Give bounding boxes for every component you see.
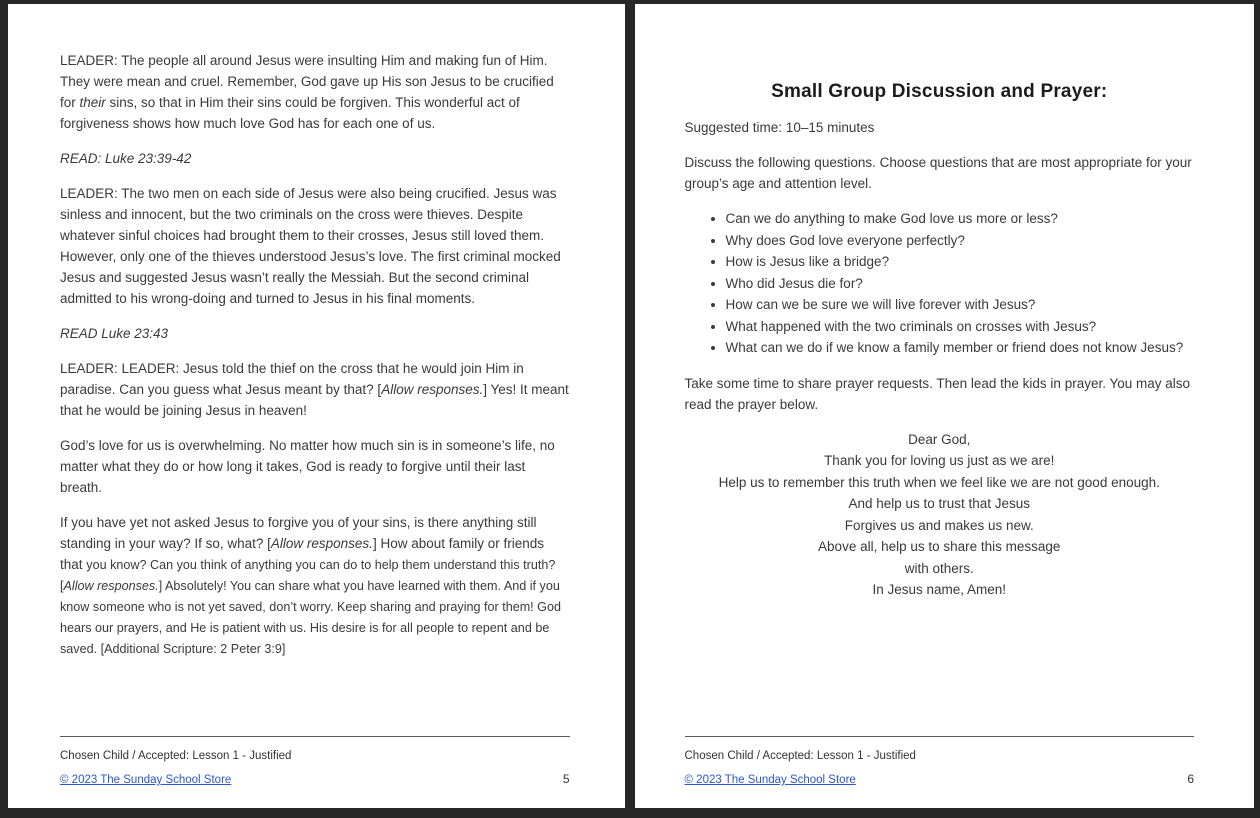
lesson-paragraph-4: God’s love for us is overwhelming. No matter how much sin is in someone’s life, no matter what they do or how long it takes, God is ready to forgive until their last breath.: [60, 438, 555, 495]
read-instruction-2: READ Luke 23:43: [60, 326, 169, 341]
document-page-5: [8, 4, 625, 808]
page-footer-right: [685, 736, 1195, 808]
footer-row: [60, 772, 570, 788]
paragraph-5-rest: you know? Can you think of anything you can do to help them understand this truth? [Allow responses.] Absolutely! You can share what you have learned with them. And if you know someone who is not yet saved, don’t worry. Keep sharing and praying for them! God hears our prayers, and He is patient with us. His desire is for all people to repent and be saved. [Additional Scripture: 2 Peter 3:9]: [60, 558, 561, 656]
discussion-question: • Can we do anything to make God love us more or less?: [726, 208, 1195, 230]
discussion-question: • How is Jesus like a bridge?: [726, 251, 1195, 273]
page-number: 5: [562, 772, 570, 786]
discussion-question: • Who did Jesus die for?: [726, 273, 1195, 295]
discussion-intro: Discuss the following questions. Choose questions that are most appropriate for your group’s age and attention level.: [684, 155, 1192, 191]
lesson-paragraph-3: LEADER: LEADER: Jesus told the thief on the cross that he would join Him in paradise. Can you guess what Jesus meant by that? [Allow responses.] Yes! It meant that he would be joining Jesus in heaven!: [60, 361, 569, 418]
lesson-paragraph-5: [60, 512, 570, 659]
discussion-questions-list: [685, 208, 1195, 359]
discussion-question: • Why does God love everyone perfectly?: [726, 230, 1195, 252]
prayer-line: Thank you for loving us just as we are!: [824, 453, 1055, 468]
read-instruction-1: READ: Luke 23:39-42: [60, 151, 192, 166]
prayer-line: Above all, help us to share this message: [818, 539, 1061, 554]
lesson-paragraph-1: LEADER: The people all around Jesus were insulting Him and making fun of Him. They were mean and cruel. Remember, God gave up His son Jesus to be crucified for their sins, so that in Him their sins could be forgiven. This wonderful act of forgiveness shows how much love God has for each one of us.: [60, 53, 554, 131]
prayer-line: Help us to remember this truth when we feel like we are not good enough.: [718, 474, 1160, 490]
prayer-line: Dear God,: [908, 431, 971, 447]
section-title: Small Group Discussion and Prayer:: [771, 81, 1108, 102]
page-footer-left: [60, 736, 570, 808]
discussion-question: • What can we do if we know a family member or friend does not know Jesus?: [726, 337, 1195, 359]
prayer-line: And help us to trust that Jesus: [848, 496, 1031, 511]
prayer-intro: Take some time to share prayer requests. Then lead the kids in prayer. You may also read the prayer below.: [684, 375, 1191, 412]
prayer-line: with others.: [904, 560, 974, 576]
prayer-line: In Jesus name, Amen!: [872, 582, 1007, 597]
paragraph-5-lead: If you have yet not asked Jesus to forgive you of your sins, is there anything still standing in your way? If so, what? [Allow responses.] How about family or friends that: [60, 515, 545, 572]
page-number: 6: [1187, 772, 1194, 786]
discussion-question: • How can we be sure we will live forever with Jesus?: [726, 294, 1195, 316]
document-page-6: [635, 4, 1255, 808]
suggested-time: Suggested time: 10–15 minutes: [684, 120, 875, 135]
prayer-text: [685, 429, 1195, 601]
prayer-line: Forgives us and makes us new.: [844, 517, 1034, 533]
copyright-link[interactable]: © 2023 The Sunday School Store: [60, 774, 232, 786]
lesson-paragraph-2: LEADER: The two men on each side of Jesus were also being crucified. Jesus was sinless and innocent, but the two criminals on the cross were thieves. Despite whatever sinful choices had brought them to their crosses, Jesus still loved them. However, only one of the thieves understood Jesus’s love. The first criminal mocked Jesus and suggested Jesus wasn’t really the Messiah. But the second criminal admitted to his wrong-doing and turned to Jesus in his final moments.: [60, 186, 561, 306]
footer-lesson-title: Chosen Child / Accepted: Lesson 1 - Justified: [684, 750, 916, 762]
footer-row: [685, 772, 1195, 788]
copyright-link[interactable]: © 2023 The Sunday School Store: [684, 774, 856, 786]
discussion-question: • What happened with the two criminals on crosses with Jesus?: [726, 316, 1195, 338]
footer-lesson-title: Chosen Child / Accepted: Lesson 1 - Justified: [60, 750, 292, 762]
